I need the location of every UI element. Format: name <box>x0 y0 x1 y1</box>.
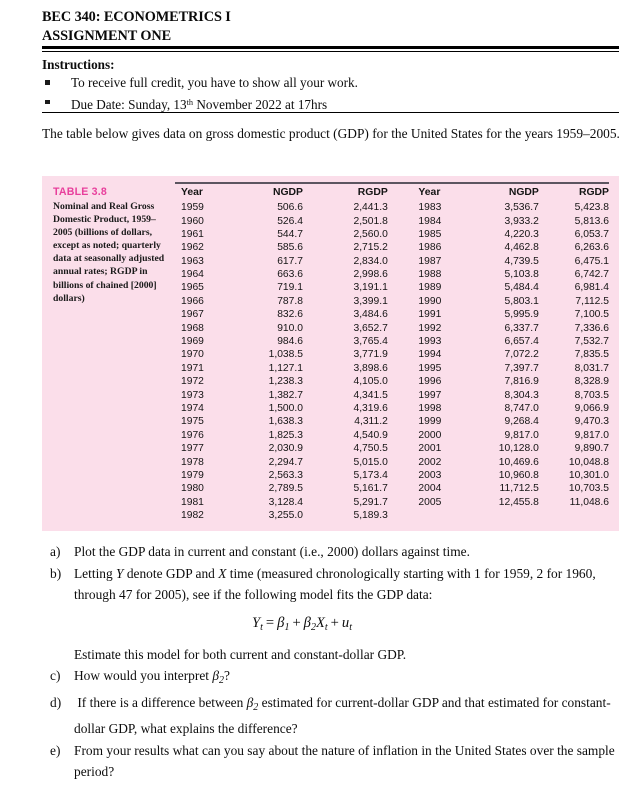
table-row <box>175 429 609 442</box>
gdp-table <box>175 186 609 523</box>
cell-rgdp-right: 6,981.4 <box>574 282 609 294</box>
cell-rgdp-right: 5,813.6 <box>574 215 609 227</box>
instruction-item-2-post: November 2022 at 17hrs <box>193 96 328 112</box>
table-caption-title: TABLE 3.8 <box>53 186 107 198</box>
cell-year-right: 2005 <box>418 496 442 508</box>
table-row <box>175 362 609 375</box>
cell-ngdp-right: 5,803.1 <box>504 295 539 307</box>
cell-rgdp-right: 10,301.0 <box>568 469 609 481</box>
cell-year-left: 1969 <box>181 336 204 348</box>
cell-rgdp-left: 4,540.9 <box>353 429 388 441</box>
cell-year-left: 1973 <box>181 389 204 401</box>
table-row <box>175 228 609 241</box>
cell-ngdp-right: 7,072.2 <box>504 349 539 361</box>
cell-ngdp-left: 1,825.3 <box>268 429 303 441</box>
cell-ngdp-left: 1,638.3 <box>268 416 303 428</box>
cell-ngdp-right: 6,657.4 <box>504 336 539 348</box>
table-row <box>175 469 609 482</box>
page-title <box>42 8 618 46</box>
cell-rgdp-right: 11,048.6 <box>569 496 609 508</box>
instructions-list <box>42 73 619 114</box>
cell-year-right: 1991 <box>418 309 442 321</box>
cell-rgdp-left: 3,898.6 <box>353 362 388 374</box>
table-row <box>175 269 609 282</box>
table-top-rule <box>175 182 609 184</box>
cell-ngdp-right: 9,817.0 <box>504 429 539 441</box>
cell-gap <box>388 242 411 255</box>
table-row <box>175 202 609 215</box>
cell-ngdp-left: 1,382.7 <box>268 389 303 401</box>
equation-lhs: $Y_t$ <box>252 614 263 633</box>
cell-year-right: 1986 <box>418 242 442 254</box>
cell-ngdp-left: 544.7 <box>277 228 303 240</box>
cell-rgdp-right: 10,703.5 <box>568 483 609 495</box>
column-header-rgdp-left: RGDP <box>357 187 388 199</box>
cell-gap <box>388 429 411 442</box>
cell-ngdp-left: 1,127.1 <box>268 362 303 374</box>
column-header-rgdp-right: RGDP <box>578 187 609 199</box>
cell-year-left: 1960 <box>181 215 204 227</box>
cell-year-left: 1971 <box>181 362 204 374</box>
cell-rgdp-right: 6,263.6 <box>574 242 609 254</box>
cell-rgdp-left: 4,341.5 <box>353 389 388 401</box>
cell-rgdp-right: 6,053.7 <box>574 228 609 240</box>
cell-rgdp-left: 5,173.4 <box>353 469 388 481</box>
table-row <box>175 349 609 362</box>
cell-rgdp-right: 7,835.5 <box>574 349 609 361</box>
table-row <box>175 402 609 415</box>
cell-year-right: 1989 <box>418 282 442 294</box>
cell-year-left: 1975 <box>181 416 204 428</box>
cell-ngdp-left: 787.8 <box>277 295 303 307</box>
question-c <box>42 665 622 692</box>
cell-year-right: 1992 <box>418 322 442 334</box>
question-d <box>42 692 622 740</box>
table-row <box>175 443 609 456</box>
table-row <box>175 282 609 295</box>
cell-ngdp-left: 2,789.5 <box>268 483 303 495</box>
cell-year-right: 2001 <box>418 443 442 455</box>
cell-year-left: 1966 <box>181 295 204 307</box>
cell-gap <box>388 295 411 308</box>
instruction-item-1-text: To receive full credit, you have to show all your work. <box>71 75 358 90</box>
title-line-2: ASSIGNMENT ONE <box>42 28 172 44</box>
cell-ngdp-right: 10,469.6 <box>498 456 539 468</box>
cell-year-right: 1995 <box>418 362 442 374</box>
cell-gap <box>388 416 411 429</box>
cell-year-left: 1977 <box>181 443 204 455</box>
cell-rgdp-left: 3,765.4 <box>353 336 388 348</box>
square-bullet-icon <box>45 80 50 85</box>
table-row <box>175 510 609 523</box>
cell-year-right: 1996 <box>418 376 442 388</box>
cell-rgdp-left: 2,998.6 <box>353 269 388 281</box>
cell-ngdp-left: 585.6 <box>277 242 303 254</box>
table-row <box>175 255 609 268</box>
cell-year-left: 1964 <box>181 269 204 281</box>
cell-year-right: 1994 <box>418 349 442 361</box>
cell-gap <box>388 349 411 362</box>
cell-gap <box>388 336 411 349</box>
cell-ngdp-left: 1,238.3 <box>268 376 303 388</box>
cell-year-right: 1997 <box>418 389 442 401</box>
question-e-text: From your results what can you say about the nature of inflation in the United States over the sample period? <box>74 742 615 779</box>
cell-ngdp-left: 526.4 <box>277 215 303 227</box>
table-row <box>175 416 609 429</box>
cell-rgdp-left: 2,715.2 <box>353 242 388 254</box>
question-e <box>42 740 622 783</box>
cell-year-left: 1982 <box>181 510 204 522</box>
cell-rgdp-left: 5,015.0 <box>353 456 388 468</box>
column-header-year-left: Year <box>181 187 203 199</box>
table-row <box>175 483 609 496</box>
question-b-followup: Estimate this model for both current and constant-dollar GDP. <box>74 646 407 662</box>
cell-gap <box>388 496 411 509</box>
table-row <box>175 215 609 228</box>
cell-rgdp-left: 4,750.5 <box>353 443 388 455</box>
cell-rgdp-right: 7,100.5 <box>574 309 609 321</box>
cell-rgdp-left: 2,501.8 <box>353 215 388 227</box>
cell-rgdp-left: 2,560.0 <box>353 228 388 240</box>
cell-rgdp-left: 2,834.0 <box>353 255 388 267</box>
table-header-row <box>175 186 609 202</box>
cell-year-right: 1988 <box>418 269 442 281</box>
instruction-item-2 <box>42 93 619 115</box>
cell-year-right: 2004 <box>418 483 442 495</box>
cell-ngdp-right: 5,995.9 <box>504 309 539 321</box>
cell-year-left: 1965 <box>181 282 204 294</box>
cell-ngdp-right: 5,484.4 <box>504 282 539 294</box>
cell-year-right: 2002 <box>418 456 442 468</box>
cell-rgdp-right: 8,031.7 <box>574 362 609 374</box>
cell-ngdp-left: 3,128.4 <box>268 496 303 508</box>
cell-ngdp-right: 7,816.9 <box>504 376 539 388</box>
table-body <box>175 202 609 523</box>
cell-ngdp-right: 3,933.2 <box>504 215 539 227</box>
cell-year-left: 1980 <box>181 483 204 495</box>
cell-gap <box>388 202 411 215</box>
title-divider-thin <box>42 51 619 52</box>
table-row <box>175 336 609 349</box>
cell-ngdp-left: 719.1 <box>277 282 303 294</box>
cell-year-right: 1998 <box>418 403 442 414</box>
question-c-text: How would you interpret $\beta_2$? <box>74 668 230 686</box>
cell-ngdp-left: 506.6 <box>277 202 303 214</box>
equation-rhs: $\beta_1 + \beta_2X_t + u_t$ <box>277 614 352 633</box>
cell-year-right: 1990 <box>418 295 442 307</box>
cell-ngdp-right: 6,337.7 <box>504 322 539 334</box>
cell-ngdp-left: 2,563.3 <box>268 469 303 481</box>
cell-rgdp-right: 7,532.7 <box>574 336 609 348</box>
cell-ngdp-right: 7,397.7 <box>504 362 539 374</box>
title-line-1: BEC 340: ECONOMETRICS I <box>42 9 231 25</box>
cell-year-left: 1978 <box>181 456 204 468</box>
instructions-heading: Instructions: <box>42 57 115 72</box>
cell-rgdp-right: 10,048.8 <box>568 456 609 468</box>
table-row <box>175 295 609 308</box>
instruction-item-2-pre: Due Date: Sunday, 13 <box>71 96 187 112</box>
title-divider-thick <box>42 46 619 49</box>
cell-year-left: 1968 <box>181 322 204 334</box>
cell-year-left: 1961 <box>181 228 204 240</box>
cell-rgdp-left: 2,441.3 <box>353 202 388 214</box>
cell-rgdp-right: 5,423.8 <box>574 202 609 214</box>
cell-year-right: 1999 <box>418 416 442 428</box>
cell-rgdp-right: 6,475.1 <box>574 255 609 267</box>
cell-gap <box>388 309 411 322</box>
question-a-marker: a) <box>50 544 61 559</box>
cell-ngdp-right: 8,747.0 <box>504 403 539 414</box>
equals-sign: = <box>265 614 275 631</box>
cell-gap <box>388 282 411 295</box>
cell-rgdp-left: 3,652.7 <box>353 322 388 334</box>
cell-ngdp-left: 2,030.9 <box>268 443 303 455</box>
question-d-marker: d) <box>50 694 62 710</box>
cell-rgdp-right: 8,703.5 <box>574 389 609 401</box>
table-row <box>175 496 609 509</box>
cell-ngdp-right: 8,304.3 <box>504 389 539 401</box>
cell-year-left: 1981 <box>181 496 204 508</box>
table-caption-body: Nominal and Real Gross Domestic Product, 1959–2005 (billions of dollars, except as noted; quarterly data at seasonally adjusted annual rates; RGDP in billions of chained [2000] dollars) <box>53 201 165 304</box>
cell-gap <box>388 456 411 469</box>
cell-year-left: 1972 <box>181 376 204 388</box>
instruction-item-1 <box>42 73 619 93</box>
gdp-table-wrap <box>175 182 611 523</box>
cell-year-left: 1959 <box>181 202 204 214</box>
cell-gap <box>388 389 411 402</box>
cell-rgdp-right: 7,336.6 <box>574 322 609 334</box>
question-d-text: If there is a difference between $\beta_2$ estimated for current-dollar GDP and that estimated for constant-dollar GDP, what explains the difference? <box>74 694 611 736</box>
table-row <box>175 389 609 402</box>
cell-rgdp-left: 3,484.6 <box>353 309 388 321</box>
cell-rgdp-right: 9,890.7 <box>574 443 609 455</box>
cell-year-right: 1993 <box>418 336 442 348</box>
cell-rgdp-right <box>539 510 609 523</box>
questions-section <box>42 541 622 783</box>
cell-year-right: 1984 <box>418 215 442 227</box>
cell-year-left: 1963 <box>181 255 204 267</box>
cell-rgdp-left: 3,191.1 <box>353 282 388 294</box>
column-header-ngdp-left: NGDP <box>272 187 303 199</box>
cell-gap <box>388 215 411 228</box>
cell-rgdp-left: 5,161.7 <box>353 483 388 495</box>
cell-rgdp-left: 5,291.7 <box>353 496 388 508</box>
question-c-marker: c) <box>50 668 61 683</box>
cell-ngdp-left: 1,500.0 <box>268 403 303 414</box>
cell-rgdp-left: 5,189.3 <box>353 510 388 522</box>
cell-year-right <box>410 510 463 523</box>
cell-rgdp-right: 9,470.3 <box>574 416 609 428</box>
question-b-text: Letting Y denote GDP and X time (measured chronologically starting with 1 for 1959, 2 for 1960, through 47 for 2005), see if the following model fits the GDP data: <box>74 565 596 602</box>
cell-rgdp-left: 4,319.6 <box>353 403 388 414</box>
square-bullet-icon <box>45 100 50 105</box>
cell-rgdp-right: 8,328.9 <box>574 376 609 388</box>
table-row <box>175 322 609 335</box>
question-a <box>42 541 622 563</box>
table-row <box>175 456 609 469</box>
cell-year-right: 1983 <box>418 202 442 214</box>
cell-rgdp-left: 4,311.2 <box>354 416 388 428</box>
model-equation <box>42 606 622 644</box>
cell-ngdp-right: 4,739.5 <box>504 255 539 267</box>
column-header-year-right: Year <box>418 187 441 199</box>
cell-ngdp-left: 1,038.5 <box>268 349 303 361</box>
cell-ngdp-right: 12,455.8 <box>498 496 539 508</box>
cell-year-left: 1974 <box>181 403 204 414</box>
column-gap <box>388 186 411 202</box>
cell-ngdp-left: 984.6 <box>277 336 303 348</box>
cell-rgdp-left: 3,399.1 <box>353 295 388 307</box>
cell-gap <box>388 255 411 268</box>
cell-gap <box>388 402 411 415</box>
cell-ngdp-left: 2,294.7 <box>268 456 303 468</box>
column-header-ngdp-right: NGDP <box>508 187 539 199</box>
cell-rgdp-left: 3,771.9 <box>353 349 388 361</box>
table-row <box>175 309 609 322</box>
cell-ngdp-right: 5,103.8 <box>504 269 539 281</box>
question-a-text: Plot the GDP data in current and constant (i.e., 2000) dollars against time. <box>74 544 470 559</box>
cell-year-right: 1985 <box>418 228 442 240</box>
cell-ngdp-right: 10,128.0 <box>498 443 539 455</box>
cell-gap <box>388 469 411 482</box>
table-caption <box>53 185 173 305</box>
cell-ngdp-right <box>463 510 539 523</box>
cell-ngdp-right: 11,712.5 <box>499 483 539 495</box>
cell-year-left: 1967 <box>181 309 204 321</box>
cell-rgdp-right: 6,742.7 <box>574 269 609 281</box>
cell-gap <box>388 269 411 282</box>
cell-ngdp-right: 3,536.7 <box>504 202 539 214</box>
cell-gap <box>388 322 411 335</box>
table-row <box>175 376 609 389</box>
cell-year-right: 2003 <box>418 469 442 481</box>
cell-gap <box>388 483 411 496</box>
cell-ngdp-left: 832.6 <box>277 309 303 321</box>
cell-gap <box>388 443 411 456</box>
gdp-table-block <box>42 176 619 531</box>
table-row <box>175 242 609 255</box>
cell-gap <box>388 228 411 241</box>
question-e-marker: e) <box>50 742 61 758</box>
cell-year-left: 1979 <box>181 469 204 481</box>
cell-ngdp-left: 910.0 <box>277 322 303 334</box>
cell-rgdp-right: 9,817.0 <box>574 429 609 441</box>
cell-ngdp-left: 3,255.0 <box>268 510 303 522</box>
cell-ngdp-right: 4,462.8 <box>504 242 539 254</box>
cell-ngdp-left: 663.6 <box>277 269 303 281</box>
cell-ngdp-right: 4,220.3 <box>504 228 539 240</box>
intro-paragraph: The table below gives data on gross domestic product (GDP) for the United States for the years 1959–2005. <box>42 126 620 141</box>
question-b-marker: b) <box>50 565 62 581</box>
cell-ngdp-right: 10,960.8 <box>498 469 539 481</box>
cell-year-left: 1976 <box>181 429 204 441</box>
cell-year-right: 2000 <box>418 429 442 441</box>
cell-gap <box>388 376 411 389</box>
instructions-divider <box>42 112 619 113</box>
cell-year-right: 1987 <box>418 255 442 267</box>
cell-rgdp-left: 4,105.0 <box>353 376 388 388</box>
cell-year-left: 1970 <box>181 349 204 361</box>
cell-ngdp-right: 9,268.4 <box>504 416 539 428</box>
cell-gap <box>388 362 411 375</box>
question-b <box>42 563 622 606</box>
cell-gap <box>388 510 411 523</box>
cell-year-left: 1962 <box>181 242 204 254</box>
cell-rgdp-right: 9,066.9 <box>574 403 609 414</box>
cell-rgdp-right: 7,112.5 <box>575 295 609 307</box>
ordinal-suffix: th <box>186 97 194 107</box>
cell-ngdp-left: 617.7 <box>277 255 303 267</box>
